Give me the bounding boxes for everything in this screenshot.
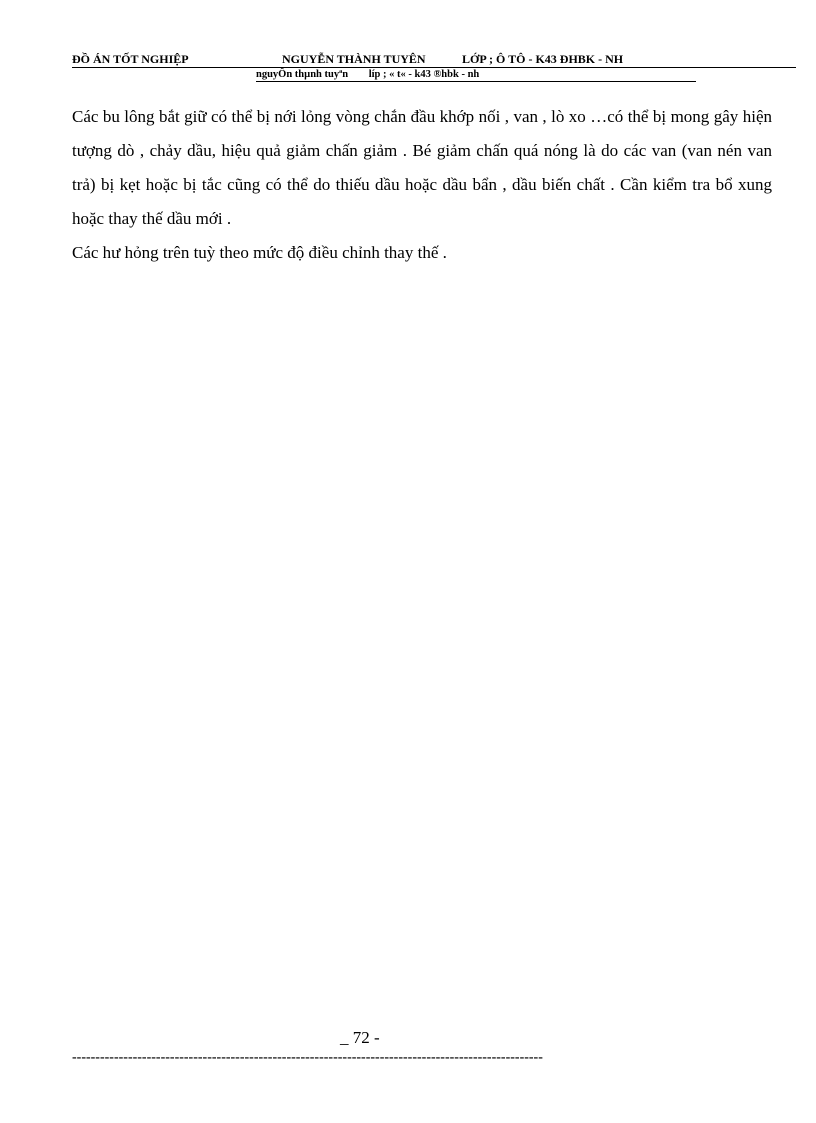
page-number: _ 72 - — [340, 1028, 380, 1047]
header-doc-type: ĐỒ ÁN TỐT NGHIỆP — [72, 52, 189, 66]
header-garbled-class: líp ; « t« - k43 ®hbk - nh — [368, 69, 480, 80]
page-header — [72, 52, 796, 68]
footer-divider: ----------------------------------------------------------------------------------------------------- — [72, 1050, 543, 1065]
paragraph: Các bu lông bắt giữ có thể bị nới lỏng vòng chắn đầu khớp nối , van , lò xo …có thể bị mong gây hiện tượng dò , chảy dầu, hiệu quả giảm chấn giảm . Bé giảm chấn quá nóng là do các van (van nén van trả) bị kẹt hoặc bị tắc cũng có thể do thiếu dầu hoặc dầu bẩn , dầu biến chất . Cần kiểm tra bổ xung hoặc thay thế dầu mới . — [72, 107, 772, 228]
header-author: NGUYỄN THÀNH TUYÊN — [282, 52, 426, 66]
header-class-info: LỚP ; Ô TÔ - K43 ĐHBK - NH — [462, 52, 624, 66]
body-text — [72, 100, 772, 270]
paragraph: Các hư hỏng trên tuỳ theo mức độ điều chỉnh thay thế . — [72, 243, 447, 262]
header-rule — [72, 67, 796, 68]
header-garbled-author: nguyÔn thµnh tuyªn — [256, 69, 349, 80]
header-subline-rule — [256, 81, 696, 82]
header-subline — [256, 69, 479, 80]
